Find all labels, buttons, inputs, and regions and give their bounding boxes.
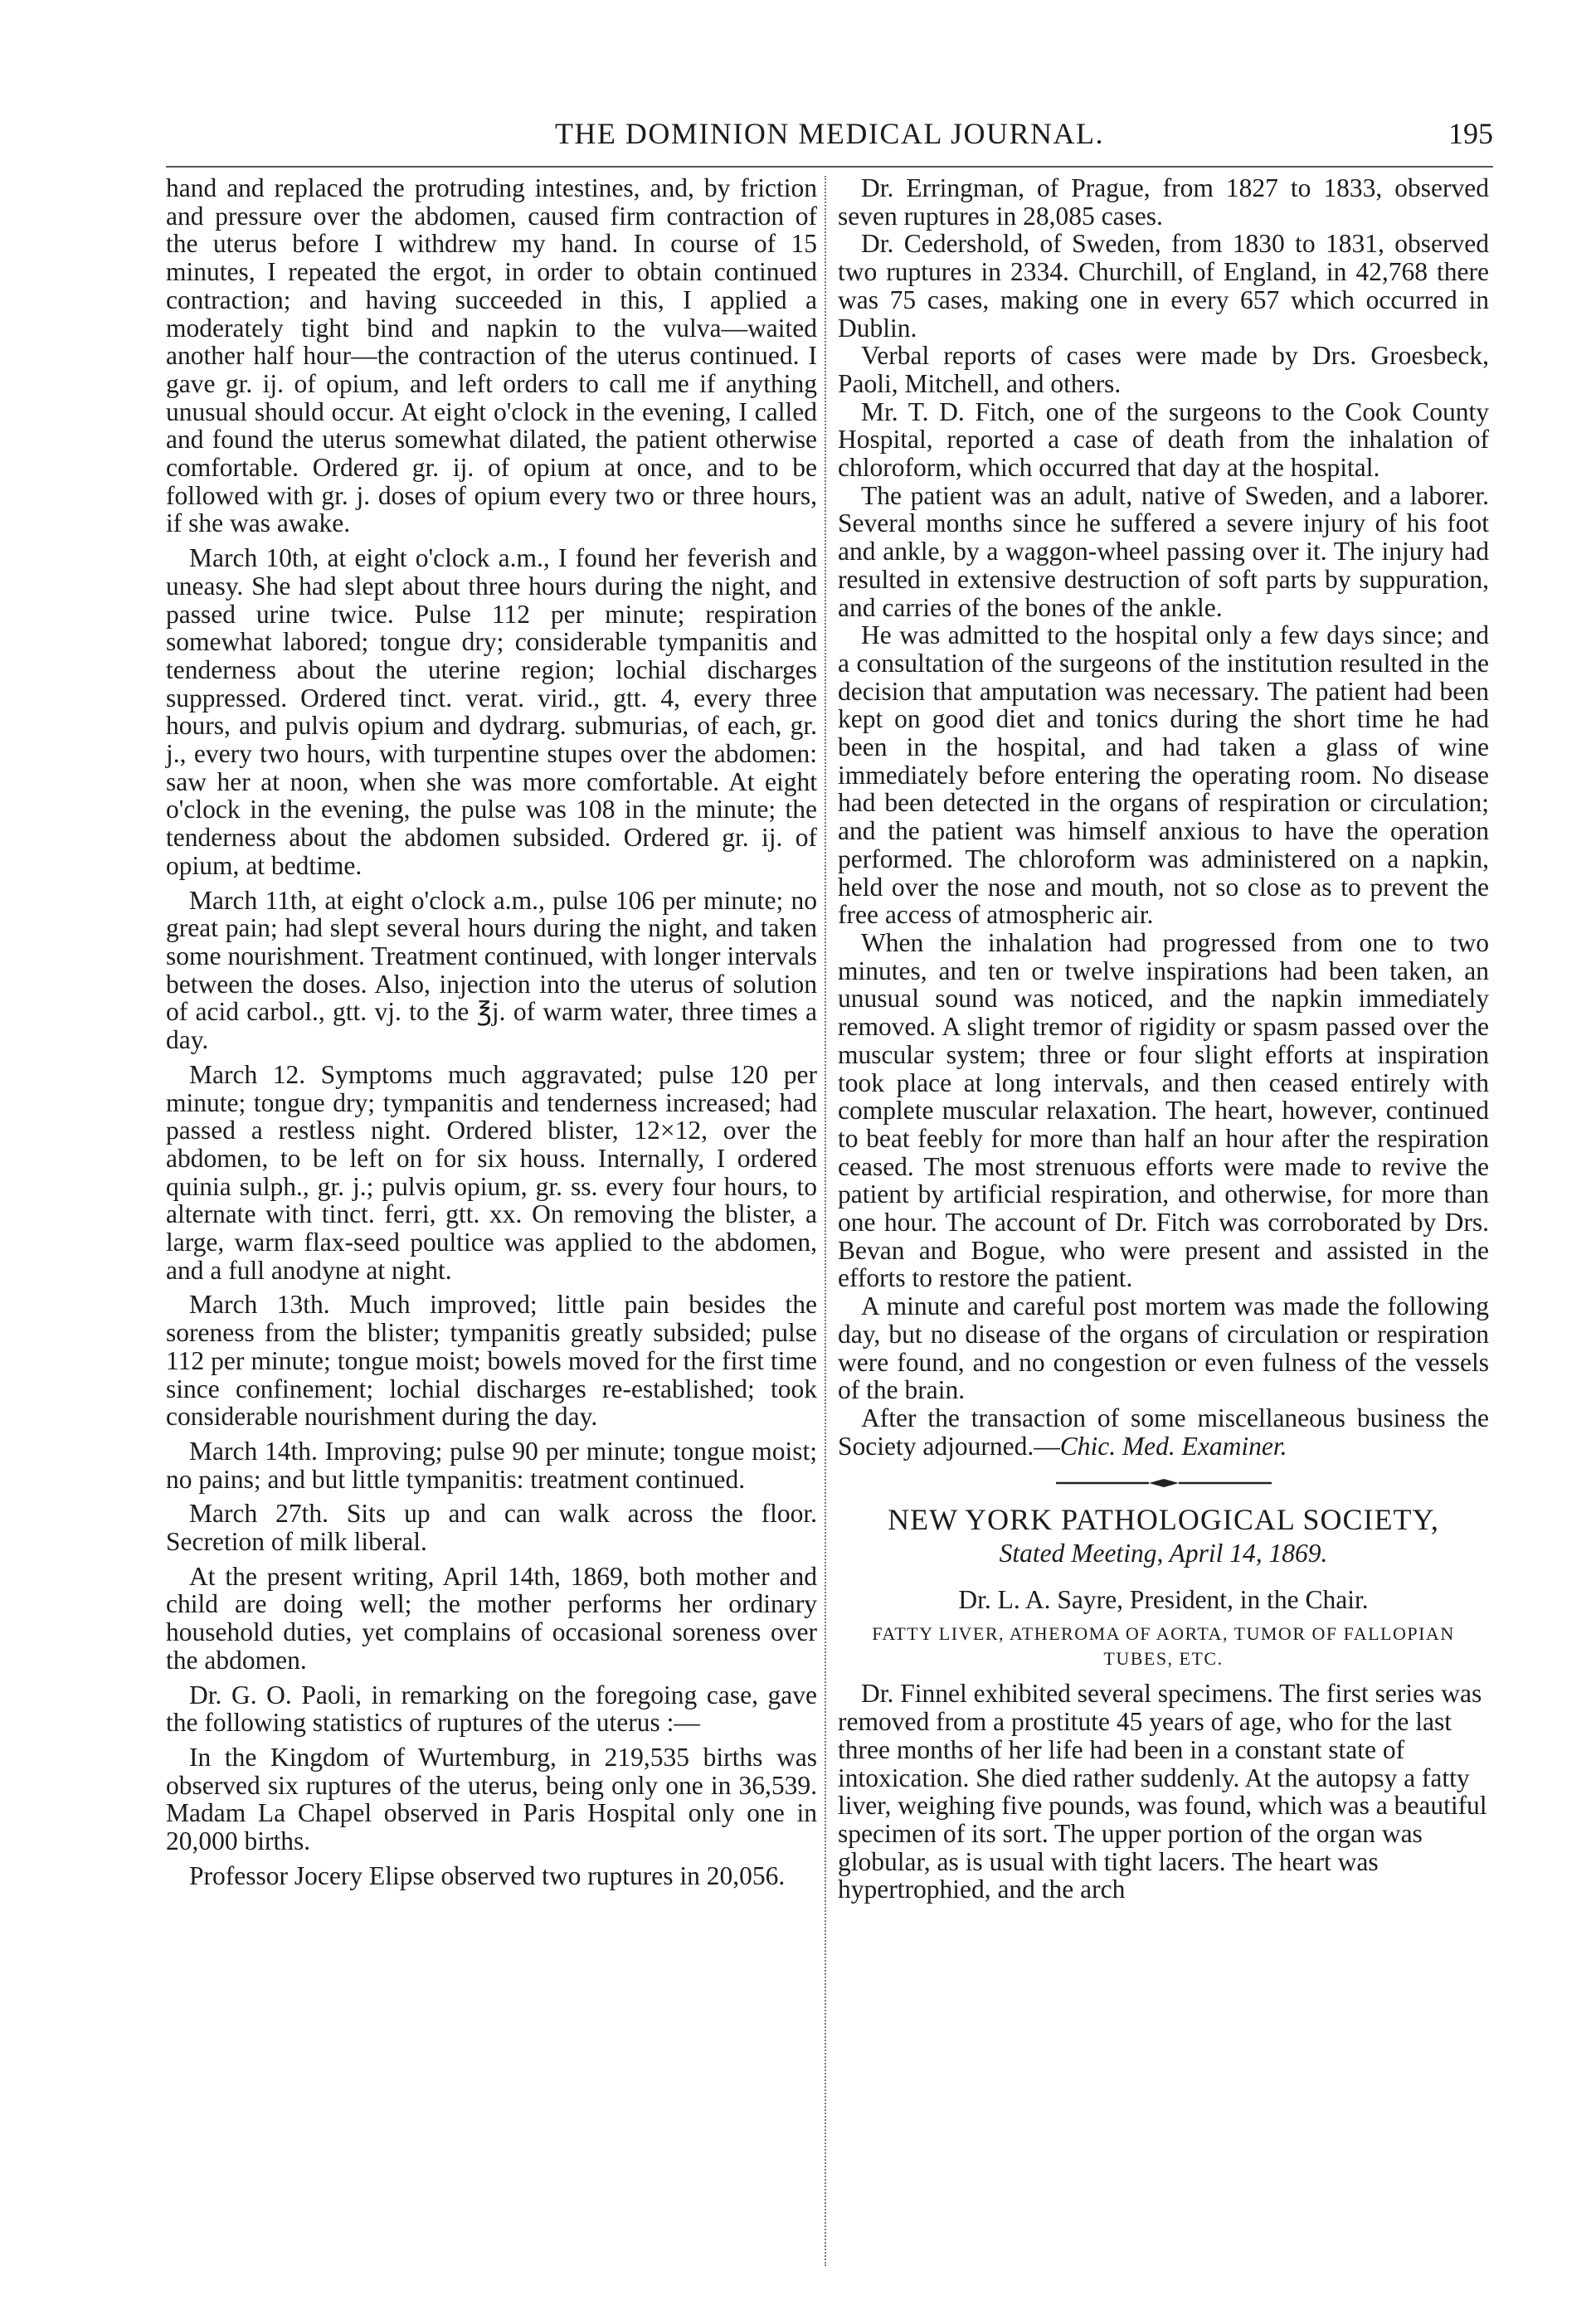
- adjourned-text: After the transaction of some miscellaneous business the Society adjourned.—: [838, 1403, 1489, 1461]
- right-paragraph-2: Dr. Cedershold, of Sweden, from 1830 to 1831, observed two ruptures in 2334. Churchill, of England, in 42,768 there was 75 cases, making one in every 657 which occurred in Dublin.: [838, 229, 1489, 343]
- journal-title: THE DOMINION MEDICAL JOURNAL.: [554, 117, 1105, 150]
- left-paragraph-8: At the present writing, April 14th, 1869, both mother and child are doing well; the mother performs her ordinary household duties, yet complains of occasional soreness over the abdomen.: [166, 1561, 817, 1675]
- left-paragraph-6: March 14th. Improving; pulse 90 per minute; tongue moist; no pains; and but little tympanitis: treatment continued.: [166, 1436, 817, 1494]
- left-paragraph-2: March 10th, at eight o'clock a.m., I found her feverish and uneasy. She had slept about three hours during the night, and passed urine twice. Pulse 112 per minute; respiration somewhat labored; tongue dry; considerable tympanitis and tenderness about the uterine region; lochial discharges suppressed. Ordered tinct. verat. virid., gtt. 4, every three hours, and pulvis opium and dydrarg. submurias, of each, gr. j., every two hours, with turpentine stupes over the abdomen: saw her at noon, when she was more comfortable. At eight o'clock in the evening, the pulse was 108 in the minute; the tenderness about the abdomen subsided. Ordered gr. ij. of opium, at bedtime.: [166, 543, 817, 880]
- source-citation: Chic. Med. Examiner.: [1059, 1431, 1287, 1461]
- left-paragraph-1: hand and replaced the protruding intestines, and, by friction and pressure over the abdomen, caused firm contraction of the uterus before I withdrew my hand. In course of 15 minutes, I repeated the ergot, in order to obtain continued contraction; and having succeeded in this, I applied a moderately tight bind and napkin to the vulva—waited another half hour—the contraction of the uterus continued. I gave gr. ij. of opium, and left orders to call me if anything unusual should occur. At eight o'clock in the evening, I called and found the uterus somewhat dilated, the patient otherwise comfortable. Ordered gr. ij. of opium at once, and to be followed with gr. j. doses of opium every two or three hours, if she was awake.: [166, 173, 817, 538]
- right-paragraph-8: A minute and careful post mortem was made the following day, but no disease of the organs of circulation or respiration were found, and no congestion or even fulness of the vessels of the brain.: [838, 1291, 1489, 1405]
- right-paragraph-3: Verbal reports of cases were made by Drs. Groesbeck, Paoli, Mitchell, and others.: [838, 341, 1489, 398]
- left-paragraph-3: March 11th, at eight o'clock a.m., pulse 106 per minute; no great pain; had slept several hours during the night, and taken some nourishment. Treatment continued, with longer intervals between the doses. Also, injection into the uterus of solution of acid carbol., gtt. vj. to the ℥j. of warm water, three times a day.: [166, 885, 817, 1055]
- section-subheading: Stated Meeting, April 14, 1869.: [999, 1539, 1328, 1568]
- right-paragraph-6: He was admitted to the hospital only a few days since; and a consultation of the surgeons of the institution resulted in the decision that amputation was necessary. The patient had been kept on good diet and tonics during the short time he had been in the hospital, and had taken a glass of wine immediately before entering the operating room. No disease had been detected in the organs of respiration or circulation; and the patient was himself anxious to have the operation performed. The chloroform was administered on a napkin, held over the nose and mouth, not so close as to prevent the free access of atmospheric air.: [838, 620, 1489, 930]
- page-number: 195: [1448, 117, 1493, 150]
- right-paragraph-1: Dr. Erringman, of Prague, from 1827 to 1833, observed seven ruptures in 28,085 cases.: [838, 173, 1489, 231]
- header-rule: [166, 166, 1493, 168]
- left-paragraph-10: In the Kingdom of Wurtemburg, in 219,535 births was observed six ruptures of the uterus, being only one in 36,539. Madam La Chapel observed in Paris Hospital only one in 20,000 births.: [166, 1742, 817, 1856]
- right-column: [838, 174, 1489, 1904]
- right-paragraph-5: The patient was an adult, native of Sweden, and a laborer. Several months since he suffered a severe injury of his foot and ankle, by a waggon-wheel passing over it. The injury had resulted in extensive destruction of soft parts by suppuration, and carries of the bones of the ankle.: [838, 480, 1489, 622]
- left-paragraph-5: March 13th. Much improved; little pain besides the soreness from the blister; tympanitis greatly subsided; pulse 112 per minute; tongue moist; bowels moved for the first time since confinement; lochial discharges re-established; took considerable nourishment during the day.: [166, 1290, 817, 1432]
- left-paragraph-7: March 27th. Sits up and can walk across the floor. Secretion of milk liberal.: [166, 1499, 817, 1557]
- section-paragraph: Dr. Finnel exhibited several specimens. The first series was removed from a prostitute 45 years of age, who for the last three months of her life had been in a constant state of intoxication. She died rather suddenly. At the autopsy a fatty liver, weighing five pounds, was found, which was a beautiful specimen of its sort. The upper portion of the organ was globular, as is usual with tight lacers. The heart was hypertrophied, and the arch: [838, 1679, 1487, 1904]
- section-heading: NEW YORK PATHOLOGICAL SOCIETY,: [888, 1503, 1439, 1537]
- column-divider: [825, 176, 826, 2266]
- right-paragraph-7: When the inhalation had progressed from one to two minutes, and ten or twelve inspirations had been taken, an unusual sound was noticed, and the napkin immediately removed. A slight tremor of rigidity or spasm passed over the muscular system; three or four slight efforts at inspiration took place at long intervals, and then ceased entirely with complete muscular relaxation. The heart, however, continued to beat feebly for more than half an hour after the respiration ceased. The most strenuous efforts were made to revive the patient by artificial respiration, and otherwise, for more than one hour. The account of Dr. Fitch was corroborated by Drs. Bevan and Bogue, who were present and assisted in the efforts to restore the patient.: [838, 927, 1489, 1293]
- topic-heading: FATTY LIVER, ATHEROMA OF AORTA, TUMOR OF FALLOPIAN TUBES, ETC.: [872, 1623, 1455, 1670]
- left-paragraph-11: Professor Jocery Elipse observed two ruptures in 20,056.: [189, 1860, 786, 1890]
- chair-line: Dr. L. A. Sayre, President, in the Chair.: [958, 1584, 1369, 1614]
- right-paragraph-9: [838, 1404, 1489, 1460]
- running-header: [166, 116, 1493, 166]
- left-column: [166, 174, 817, 1889]
- right-paragraph-4: Mr. T. D. Fitch, one of the surgeons to the Cook County Hospital, reported a case of death from the inhalation of chloroform, which occurred that day at the hospital.: [838, 396, 1489, 483]
- section-ornament: [1056, 1476, 1272, 1490]
- left-paragraph-9: Dr. G. O. Paoli, in remarking on the foregoing case, gave the following statistics of ruptures of the uterus :—: [166, 1680, 817, 1738]
- left-paragraph-4: March 12. Symptoms much aggravated; pulse 120 per minute; tongue dry; tympanitis and tenderness increased; had passed a restless night. Ordered blister, 12×12, over the abdomen, to be left on for six houss. Internally, I ordered quinia sulph., gr. j.; pulvis opium, gr. ss. every four hours, to alternate with tinct. ferri, gtt. xx. On removing the blister, a large, warm flax-seed poultice was applied to the abdomen, and a full anodyne at night.: [166, 1059, 817, 1285]
